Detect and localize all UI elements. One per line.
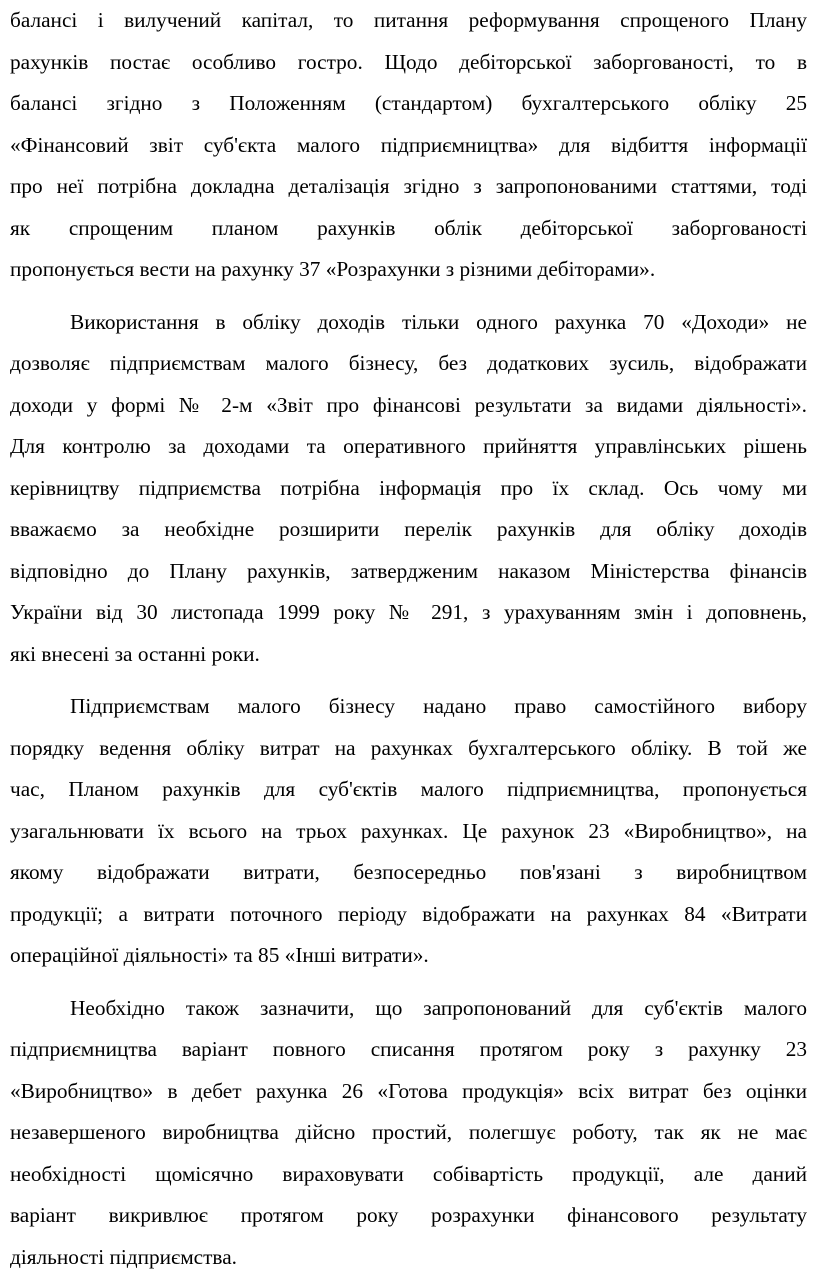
text-line: час, Планом рахунків для суб'єктів малого підприємництва, пропонується: [10, 769, 807, 811]
text-line: операційної діяльності» та 85 «Інші витрати».: [10, 935, 807, 977]
text-line: «Фінансовий звіт суб'єкта малого підприємництва» для відбиття інформації: [10, 125, 807, 167]
paragraph: [10, 686, 807, 977]
text-line: пропонується вести на рахунку 37 «Розрахунки з різними дебіторами».: [10, 249, 807, 291]
text-line: вважаємо за необхідне розширити перелік рахунків для обліку доходів: [10, 509, 807, 551]
text-line: Використання в обліку доходів тільки одного рахунка 70 «Доходи» не: [10, 302, 807, 344]
text-line: рахунків постає особливо гостро. Щодо дебіторської заборгованості, то в: [10, 42, 807, 84]
text-line: незавершеного виробництва дійсно простий, полегшує роботу, так як не має: [10, 1112, 807, 1154]
text-line: підприємництва варіант повного списання протягом року з рахунку 23: [10, 1029, 807, 1071]
text-line: узагальнювати їх всього на трьох рахунках. Це рахунок 23 «Виробництво», на: [10, 811, 807, 853]
text-line: які внесені за останні роки.: [10, 634, 807, 676]
document-body: [10, 0, 807, 1278]
text-line: «Виробництво» в дебет рахунка 26 «Готова продукція» всіх витрат без оцінки: [10, 1071, 807, 1113]
text-line: України від 30 листопада 1999 року № 291, з урахуванням змін і доповнень,: [10, 592, 807, 634]
text-line: доходи у формі № 2-м «Звіт про фінансові результати за видами діяльності».: [10, 385, 807, 427]
text-line: якому відображати витрати, безпосередньо пов'язані з виробництвом: [10, 852, 807, 894]
paragraph: [10, 0, 807, 291]
text-line: діяльності підприємства.: [10, 1237, 807, 1278]
text-line: про неї потрібна докладна деталізація згідно з запропонованими статтями, тоді: [10, 166, 807, 208]
text-line: як спрощеним планом рахунків облік дебіторської заборгованості: [10, 208, 807, 250]
text-line: варіант викривлює протягом року розрахунки фінансового результату: [10, 1195, 807, 1237]
text-line: порядку ведення обліку витрат на рахунках бухгалтерського обліку. В той же: [10, 728, 807, 770]
text-line: дозволяє підприємствам малого бізнесу, без додаткових зусиль, відображати: [10, 343, 807, 385]
paragraph: [10, 302, 807, 676]
text-line: балансі і вилучений капітал, то питання реформування спрощеного Плану: [10, 0, 807, 42]
text-line: Необхідно також зазначити, що запропонований для суб'єктів малого: [10, 988, 807, 1030]
text-line: Підприємствам малого бізнесу надано право самостійного вибору: [10, 686, 807, 728]
text-line: відповідно до Плану рахунків, затвердженим наказом Міністерства фінансів: [10, 551, 807, 593]
text-line: керівництву підприємства потрібна інформація про їх склад. Ось чому ми: [10, 468, 807, 510]
text-line: балансі згідно з Положенням (стандартом) бухгалтерського обліку 25: [10, 83, 807, 125]
text-line: Для контролю за доходами та оперативного прийняття управлінських рішень: [10, 426, 807, 468]
text-line: необхідності щомісячно вираховувати собівартість продукції, але даний: [10, 1154, 807, 1196]
text-line: продукції; а витрати поточного періоду відображати на рахунках 84 «Витрати: [10, 894, 807, 936]
paragraph: [10, 988, 807, 1278]
